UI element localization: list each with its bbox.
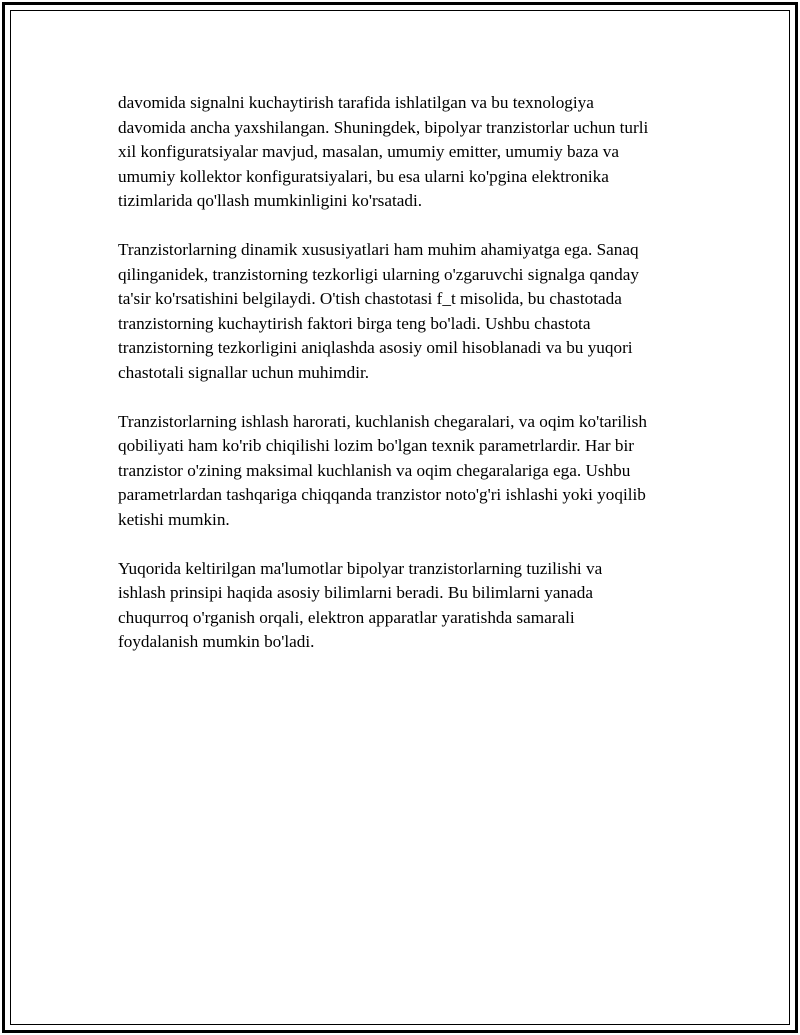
paragraph-1: davomida signalni kuchaytirish tarafida ishlatilgan va bu texnologiya davomida ancha yaxshilangan. Shuningdek, bipolyar tranzistorlar uchun turli xil konfiguratsiyalar mavjud, masalan, umumiy emitter, umumiy baza va umumiy kollektor konfiguratsiyalari, bu esa ularni ko'pgina elektronika tizimlarida qo'llash mumkinligini ko'rsatadi. — [118, 93, 649, 210]
paragraph-4: Yuqorida keltirilgan ma'lumotlar bipolyar tranzistorlarning tuzilishi va ishlash prinsipi haqida asosiy bilimlarni beradi. Bu bilimlarni yanada chuqurroq o'rganish orqali, elektron apparatlar yaratishda samarali foydalanish mumkin bo'ladi. — [118, 558, 603, 651]
paragraph-3: Tranzistorlarning ishlash harorati, kuchlanish chegaralari, va oqim ko'tarilish qobiliyati ham ko'rib chiqilishi lozim bo'lgan texnik parametrlardir. Har bir tranzistor o'zining maksimal kuchlanish va oqim chegaralariga ega. Ushbu parametrlardan tashqariga chiqqanda tranzistor noto'g'ri ishlashi yoki yoqilib ketishi mumkin. — [118, 411, 647, 529]
paragraph-2: Tranzistorlarning dinamik xususiyatlari ham muhim ahamiyatga ega. Sanaq qilinganidek, tranzistorning tezkorligi ularning o'zgaruvchi signalga qanday ta'sir ko'rsatishini belgilaydi. O'tish chastotasi f_t misolida, bu chastotada tranzistorning kuchaytirish faktori birga teng bo'ladi. Ushbu chastota tranzistorning tezkorligini aniqlashda asosiy omil hisoblanadi va bu yuqori chastotali signallar uchun muhimdir. — [118, 240, 639, 382]
document-body — [118, 91, 698, 679]
